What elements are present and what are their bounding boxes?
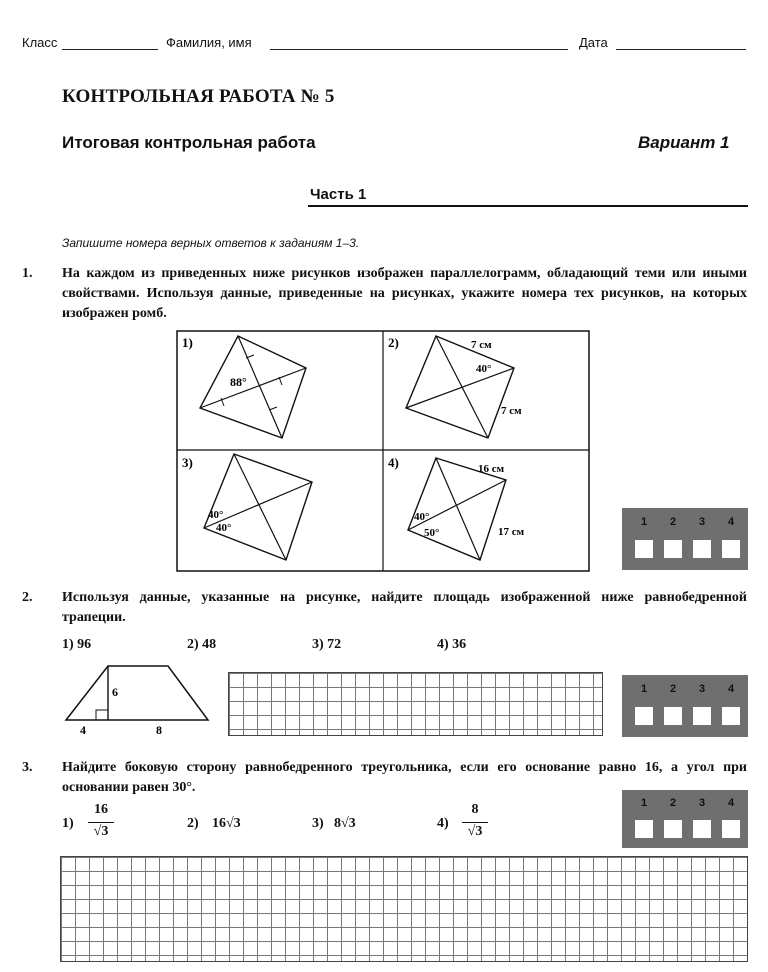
answer-box-number: 3 <box>698 797 706 809</box>
name-label: Фамилия, имя <box>166 35 252 50</box>
fraction-bar <box>462 822 488 823</box>
option-label: 3) <box>312 816 324 831</box>
answer-cell[interactable] <box>722 707 740 725</box>
work-grid[interactable] <box>60 856 748 962</box>
option-label: 4) <box>437 816 449 831</box>
figure-2-parallelogram <box>406 336 514 438</box>
option-value[interactable]: 8√3 <box>334 816 356 831</box>
answer-cell[interactable] <box>635 820 653 838</box>
question-number: 2. <box>22 590 33 605</box>
answer-box-q1 <box>622 508 748 570</box>
answer-cell[interactable] <box>664 540 682 558</box>
work-grid[interactable] <box>228 672 603 736</box>
question-text: Используя данные, указанные на рисунке, найдите площадь изображенной ниже равнобедренной трапеции. <box>62 590 747 625</box>
figure-label: 3) <box>182 455 193 470</box>
angle-label: 50° <box>424 527 440 539</box>
trapezoid-figure <box>60 660 216 740</box>
answer-cell[interactable] <box>664 707 682 725</box>
segment-label: 8 <box>156 723 162 737</box>
part-rule <box>308 205 748 207</box>
class-field[interactable] <box>62 49 158 50</box>
fraction-denominator: √3 <box>467 824 483 839</box>
answer-box-q2 <box>622 675 748 737</box>
q1-figures <box>176 330 590 572</box>
answer-box-number: 2 <box>669 797 677 809</box>
answer-box-number: 1 <box>640 797 648 809</box>
name-field[interactable] <box>270 49 568 50</box>
answer-box-number: 4 <box>727 683 735 695</box>
angle-label: 88° <box>230 375 247 389</box>
answer-cell[interactable] <box>722 540 740 558</box>
question-text: Найдите боковую сторону равнобедренного треугольника, если его основание равно 16, а угол при основании равен 30°. <box>62 760 747 795</box>
answer-cell[interactable] <box>635 540 653 558</box>
option-label: 2) <box>187 816 199 831</box>
date-field[interactable] <box>616 49 746 50</box>
answer-box-number: 2 <box>669 516 677 528</box>
answer-cell[interactable] <box>693 707 711 725</box>
answer-box-number: 1 <box>640 516 648 528</box>
segment-label: 4 <box>80 723 86 737</box>
answer-cell[interactable] <box>664 820 682 838</box>
angle-label: 40° <box>216 522 232 534</box>
side-label: 16 см <box>478 463 505 475</box>
answer-cell[interactable] <box>693 540 711 558</box>
side-label: 17 см <box>498 526 525 538</box>
answer-box-number: 1 <box>640 683 648 695</box>
side-label: 7 см <box>501 405 522 417</box>
fraction-denominator: √3 <box>93 824 109 839</box>
page-title: КОНТРОЛЬНАЯ РАБОТА № 5 <box>62 86 335 107</box>
answer-box-number: 2 <box>669 683 677 695</box>
question-number: 1. <box>22 266 33 281</box>
angle-label: 40° <box>208 509 224 521</box>
fraction-numerator: 8 <box>471 802 479 817</box>
fraction-bar <box>88 822 114 823</box>
page-subtitle: Итоговая контрольная работа <box>62 133 316 152</box>
question-number: 3. <box>22 760 33 775</box>
variant-label: Вариант 1 <box>638 133 730 152</box>
date-label: Дата <box>579 35 608 50</box>
figure-label: 2) <box>388 335 399 350</box>
question-text: На каждом из приведенных ниже рисунков изображен параллелограмм, обладающий теми или иными свойствами. Используя данные, приведенные на рисунках, укажите номера тех рисунков, на которых изображен ромб. <box>62 266 747 321</box>
option-value[interactable]: 16√3 <box>212 816 241 831</box>
answer-cell[interactable] <box>693 820 711 838</box>
answer-box-number: 3 <box>698 516 706 528</box>
figure-label: 1) <box>182 335 193 350</box>
answer-cell[interactable] <box>722 820 740 838</box>
answer-box-number: 4 <box>727 516 735 528</box>
figure-label: 4) <box>388 455 399 470</box>
side-label: 7 см <box>471 339 492 351</box>
part-heading: Часть 1 <box>310 186 367 203</box>
figure-1-parallelogram <box>200 336 306 438</box>
instruction: Запишите номера верных ответов к заданиям 1–3. <box>62 236 360 250</box>
option[interactable]: 1) 96 <box>62 637 92 652</box>
option-label: 1) <box>62 816 74 831</box>
option[interactable]: 3) 72 <box>312 637 342 652</box>
height-label: 6 <box>112 685 118 699</box>
angle-label: 40° <box>476 363 492 375</box>
figure-3-parallelogram <box>204 454 312 560</box>
answer-cell[interactable] <box>635 707 653 725</box>
angle-label: 40° <box>414 511 430 523</box>
answer-box-number: 3 <box>698 683 706 695</box>
answer-box-q3 <box>622 790 748 848</box>
option[interactable]: 4) 36 <box>437 637 467 652</box>
option[interactable]: 2) 48 <box>187 637 217 652</box>
answer-box-number: 4 <box>727 797 735 809</box>
fraction-numerator: 16 <box>94 802 108 817</box>
class-label: Класс <box>22 35 58 50</box>
